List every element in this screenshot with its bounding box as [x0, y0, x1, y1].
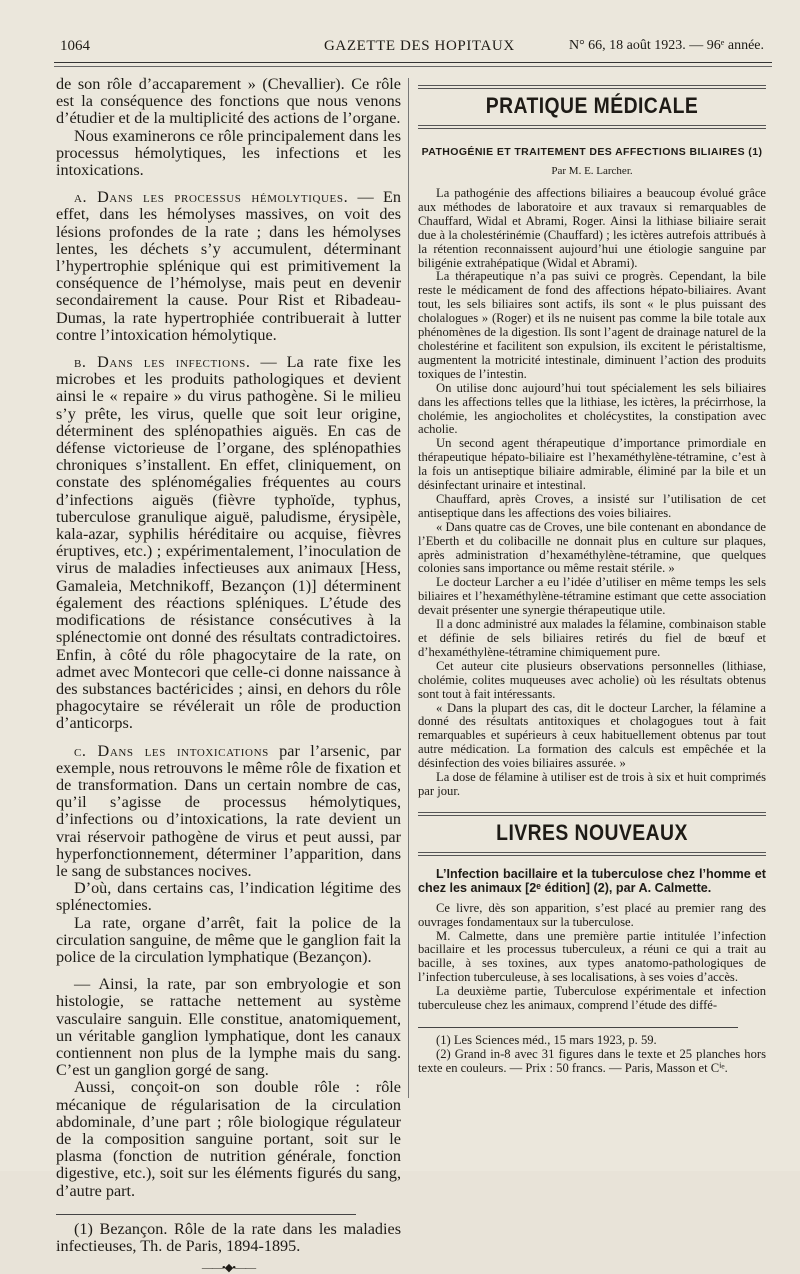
paragraph: La deuxième partie, Tuberculose expérimentale et infection tuberculeuse chez les animaux, comprend l’étude des diffé-	[418, 984, 766, 1013]
section-rule	[418, 852, 766, 856]
paragraph: D’où, dans certains cas, l’indication légitime des splénectomies.	[56, 879, 401, 915]
section-a-heading: a. Dans les processus hémolytiques.	[74, 188, 349, 207]
article-author: Par M. E. Larcher.	[551, 165, 633, 177]
paragraph: On utilise donc aujourd’hui tout spécialement les sels biliaires dans les affections telles que la lithiase, les ictères, la précirrhose, la cholémie, les angiocholites et cholécystites, la constipation avec acholie.	[418, 380, 766, 437]
left-column	[56, 76, 401, 1274]
paragraph: M. Calmette, dans une première partie intitulée l’infection bacillaire et les processus tuberculeux, a réuni ce qui a trait au bacille, à ses toxines, aux types anatomo-pathologiques de l’infection tuberculeuse, à ses localisations, à ses voies d’accès.	[418, 928, 766, 985]
header-rule-secondary	[54, 66, 772, 67]
section-rule	[418, 812, 766, 816]
right-column	[418, 82, 766, 1076]
paragraph: Le docteur Larcher a eu l’idée d’utiliser en même temps les sels biliaires et l’hexaméthylène-tétramine estimant que cette association devait présenter une synergie thérapeutique utile.	[418, 575, 766, 618]
paragraph: « Dans la plupart des cas, dit le docteur Larcher, la félamine a donné des résultats antitoxiques et cholagogues tout à fait remarquables et supérieurs à ceux habituellement obtenus par tout autre médication. La formation des calculs est empêchée et la désinfection des voies biliaires assurée. »	[418, 700, 766, 771]
paragraph: — Ainsi, la rate, par son embryologie et son histologie, se rattache nettement au système vasculaire sanguin. Elle constitue, anatomiquement, un véritable ganglion lymphatique, dont les canaux contiennent non plus de la lymphe mais du sang. C’est un ganglion gorgé de sang.	[56, 975, 401, 1080]
section-rule	[418, 85, 766, 89]
issue-info: N° 66, 18 août 1923. — 96ᵉ année.	[568, 38, 764, 53]
paragraph: Aussi, conçoit-on son double rôle : rôle mécanique de régularisation de la circulation abdominale, d’une part ; rôle biologique régulateur de la composition sanguine portant, soit sur le plasma (fonction de nutrition générale, fonction digestive, etc.), soit sur les éléments figurés du sang, d’autre part.	[56, 1078, 401, 1200]
footnote-rule	[418, 1027, 738, 1028]
section-title-pratique: PRATIQUE MÉDICALE	[485, 93, 699, 118]
column-divider	[408, 78, 409, 1098]
section-c	[56, 743, 401, 881]
paragraph: Cet auteur cite plusieurs observations personnelles (lithiase, cholémie, colites muqueuses avec acholie) où les résultats obtenus sont tout à fait intéressants.	[418, 658, 766, 701]
book-title: L’Infection bacillaire et la tuberculose chez l’homme et chez les animaux [2ᵉ édition] (2), par A. Calmette.	[418, 866, 766, 895]
footnote-rule	[56, 1214, 356, 1215]
footnote: (1) Bezançon. Rôle de la rate dans les maladies infectieuses, Th. de Paris, 1894-1895.	[56, 1219, 401, 1255]
page-number: 1064	[60, 38, 90, 54]
section-rule	[418, 125, 766, 129]
paragraph: La dose de félamine à utiliser est de trois à six et huit comprimés par jour.	[418, 770, 766, 798]
section-a-text: — En effet, dans les hémolyses massives, on voit des lésions profondes de la rate ; dans les hémolyses lentes, les déchets s’y accumulent, déterminant l’hypertrophie splénique qui est primitivement la conséquence de l’hémolyse, mais peut en devenir secondairement la cause. Pour Rist et Ribadeau-Dumas, la rate hypertrophiée contribuerait à lutter contre l’intoxication hémolytique.	[56, 188, 401, 344]
footnote: (1) Les Sciences méd., 15 mars 1923, p. 59.	[436, 1032, 657, 1047]
section-a	[56, 189, 401, 344]
section-b-heading: b. Dans les infections.	[74, 353, 251, 372]
paragraph: La pathogénie des affections biliaires a beaucoup évolué grâce aux méthodes de laboratoire et aux travaux si remarquables de Chauffard, Widal et Abrami, Roger. Ainsi la lithiase biliaire serait due à la cholestérinémie (Chauffard) ; les ictères autrefois attribués à la rétention reconnaissent aujourd’hui une étiologie sanguine par biligénie extrahépatique (Widal et Abrami).	[418, 186, 766, 270]
publication-title: GAZETTE DES HOPITAUX	[324, 38, 515, 54]
paragraph: Un second agent thérapeutique d’importance primordiale en thérapeutique hépato-biliaire est l’hexaméthylène-tétramine, c’est à la fois un antiseptique biliaire admirable, éliminé par la bile et un désinfectant urinaire et intestinal.	[418, 436, 766, 493]
paragraph: Nous examinerons ce rôle principalement dans les processus hémolytiques, les infections et les intoxications.	[56, 126, 401, 180]
paragraph: La thérapeutique n’a pas suivi ce progrès. Cependant, la bile reste le médicament de fond des affections hépato-biliaires. Avant tout, les sels biliaires sont actifs, ils sont « le plus puissant des cholalogues » (Roger) et ils ne nuisent pas comme la bile totale aux phénomènes de la digestion. Ils sont l’agent de drainage naturel de la cholestérine et facilitent son expulsion, ils excitent le péristaltisme, augmentent la motricité intestinale, diminuent l’action des produits toxiques de l’intestin.	[418, 269, 766, 381]
section-b	[56, 354, 401, 732]
paragraph: Ce livre, dès son apparition, s’est placé au premier rang des ouvrages fondamentaux sur la tuberculose.	[418, 900, 766, 929]
header-rule	[54, 62, 772, 63]
paragraph: Chauffard, après Croves, a insisté sur l’utilisation de cet antiseptique dans les affections des voies biliaires.	[418, 491, 766, 520]
paragraph: de son rôle d’accaparement » (Chevallier). Ce rôle est la conséquence des fonctions que nous venons d’étudier et de la multiplicité des actions de l’organe.	[56, 75, 401, 128]
page-header	[54, 38, 772, 64]
footnote: (2) Grand in-8 avec 31 figures dans le texte et 25 planches hors texte en couleurs. — Prix : 50 francs. — Paris, Masson et Cⁱᵉ.	[418, 1046, 766, 1075]
section-b-text: — La rate fixe les microbes et les produits pathologiques et devient ainsi le « repaire » du virus pathogène. Si le milieu s’y prête, les virus, quelle que soit leur origine, déterminent des splénopathies aiguës. En cas de défense victorieuse de l’organe, des splénopathies chroniques s’installent. En effet, cliniquement, on constate des splénomégalies fréquentes au cours d’infections aiguës (fièvre typhoïde, typhus, tuberculose granulique aiguë, paludisme, érysipèle, kala-azar, syphilis héréditaire ou acquise, fièvres éruptives, etc.) ; expérimentalement, l’inoculation de virus de maladies infectieuses aux animaux [Hess, Gamaleia, Metchnikoff, Bezançon (1)] déterminent également des réactions spléniques. L’étude des modifications de résistance consécutives à la splénectomie ont donné des résultats contradictoires. Enfin, à côté du rôle phagocytaire de la rate, on admet avec Montecori que celle-ci donne naissance à des substances bactéricides ; ainsi, en dehors du rôle phagocytaire se révélerait un rôle de production d’anticorps.	[56, 353, 401, 733]
section-c-text: par l’arsenic, par exemple, nous retrouvons le même rôle de fixation et de transformation. Dans un certain nombre de cas, qu’il s’agisse de processus hémolytiques, d’infections ou d’intoxications, la rate devient un vrai réservoir pathogène de virus et peut aussi, par hyperfonctionnement, déterminer l’apparition, dans le sang de substances nocives.	[56, 741, 401, 880]
section-title-livres: LIVRES NOUVEAUX	[496, 819, 688, 845]
paragraph: Il a donc administré aux malades la félamine, combinaison stable et définie de sels biliaires retirés du fiel de bœuf et d’hexaméthylène-tétramine chimiquement pure.	[418, 617, 766, 659]
article-title: PATHOGÉNIE ET TRAITEMENT DES AFFECTIONS BILIAIRES (1)	[421, 146, 763, 158]
ornament: ——•◆•——	[201, 1262, 256, 1274]
paragraph: La rate, organe d’arrêt, fait la police de la circulation sanguine, de même que le ganglion fait la police de la circulation lymphatique (Bezançon).	[56, 913, 401, 966]
section-c-heading: c. Dans les intoxications	[74, 741, 269, 760]
paragraph: « Dans quatre cas de Croves, une bile contenant en abondance de l’Eberth et du colibacille ne donnait plus en culture sur plaques, après administration d’hexaméthylène-tétramine, que quelques colonies sans importance ou même restait stérile. »	[418, 519, 766, 576]
